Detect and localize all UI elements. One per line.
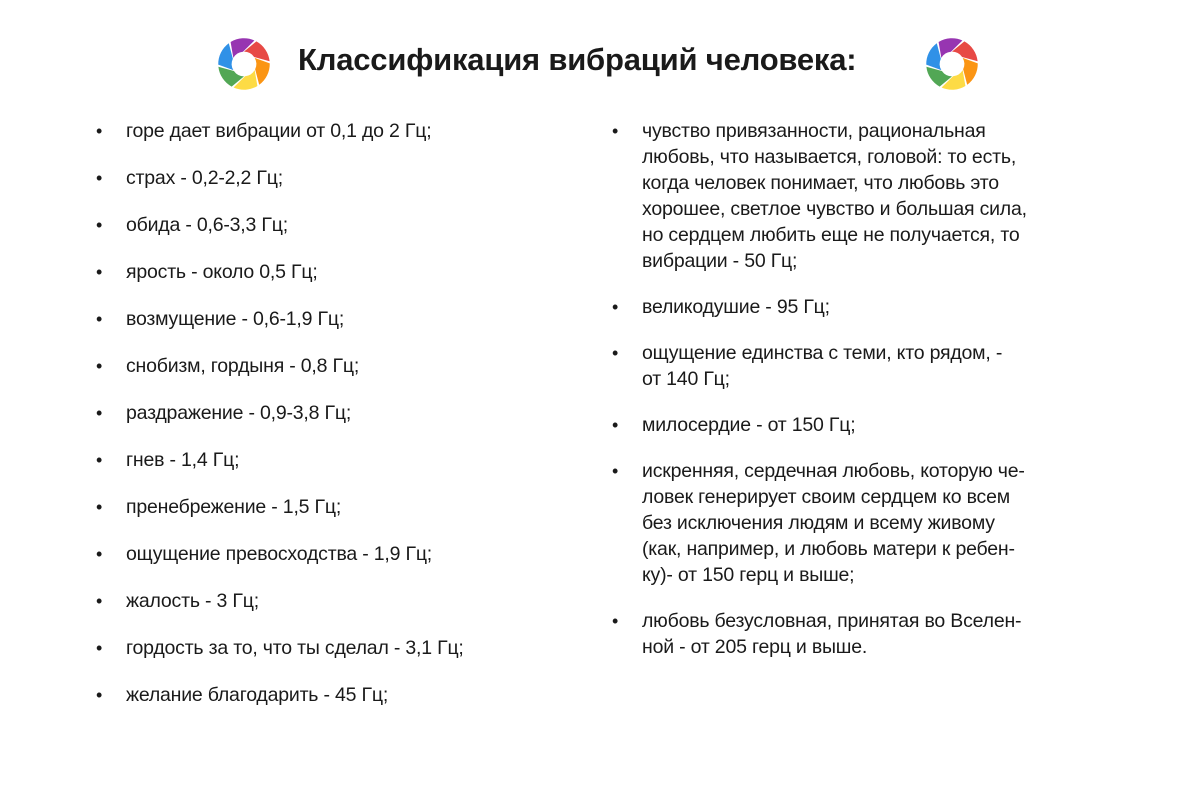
header [0, 32, 1200, 92]
list-item-line: • искренняя, сердечная любовь, которую че- [642, 460, 1025, 482]
list-item-line: но сердцем любить еще не получается, то [642, 224, 1020, 246]
list-item-line: • чувство привязанности, рациональная [642, 120, 986, 142]
list-item-line: когда человек понимает, что любовь это [642, 172, 999, 194]
list-item [612, 458, 1112, 588]
list-item: • раздражение - 0,9-3,8 Гц; [96, 400, 566, 447]
list-item: • возмущение - 0,6-1,9 Гц; [96, 306, 566, 353]
list-item-line: • милосердие - от 150 Гц; [642, 414, 856, 436]
list-item: • жалость - 3 Гц; [96, 588, 566, 635]
list-item: • гнев - 1,4 Гц; [96, 447, 566, 494]
list-item-line: • любовь безусловная, принятая во Вселен- [642, 610, 1022, 632]
page-title: Классификация вибраций человека: [298, 42, 857, 77]
list-item-line: от 140 Гц; [642, 368, 730, 390]
list-item: • ощущение превосходства - 1,9 Гц; [96, 541, 566, 588]
list-item-line: ной - от 205 герц и выше. [642, 636, 868, 658]
list-item [612, 608, 1112, 660]
list-item: • гордость за то, что ты сделал - 3,1 Гц; [96, 635, 566, 682]
list-item-line: • ощущение единства с теми, кто рядом, - [642, 342, 1003, 364]
list-item: • желание благодарить - 45 Гц; [96, 682, 566, 729]
list-item-line: хорошее, светлое чувство и большая сила, [642, 198, 1027, 220]
list-item: • страх - 0,2-2,2 Гц; [96, 165, 566, 212]
list-item-line: ловек генерирует своим сердцем ко всем [642, 486, 1010, 508]
list-item-line: без исключения людям и всему живому [642, 512, 995, 534]
list-item: • ярость - около 0,5 Гц; [96, 259, 566, 306]
list-item: • горе дает вибрации от 0,1 до 2 Гц; [96, 118, 566, 165]
right-list [612, 118, 1112, 680]
list-item: • снобизм, гордыня - 0,8 Гц; [96, 353, 566, 400]
logo-segment [218, 43, 233, 70]
list-item [612, 412, 1112, 438]
list-item [612, 294, 1112, 320]
list-item [612, 340, 1112, 392]
colorful-ring-logo-icon [924, 36, 980, 92]
logo-segment [255, 58, 270, 85]
list-item-line: вибрации - 50 Гц; [642, 250, 798, 272]
logo-segment [963, 58, 978, 85]
list-item-line: • великодушие - 95 Гц; [642, 296, 830, 318]
list-item-line: (как, например, и любовь матери к ребен- [642, 538, 1015, 560]
list-item [612, 118, 1112, 274]
list-item: • обида - 0,6-3,3 Гц; [96, 212, 566, 259]
colorful-ring-logo-icon [216, 36, 272, 92]
logo-segment [926, 43, 941, 70]
list-item: • пренебрежение - 1,5 Гц; [96, 494, 566, 541]
list-item-line: ку)- от 150 герц и выше; [642, 564, 855, 586]
list-item-line: любовь, что называется, головой: то есть, [642, 146, 1017, 168]
left-list [96, 118, 566, 729]
